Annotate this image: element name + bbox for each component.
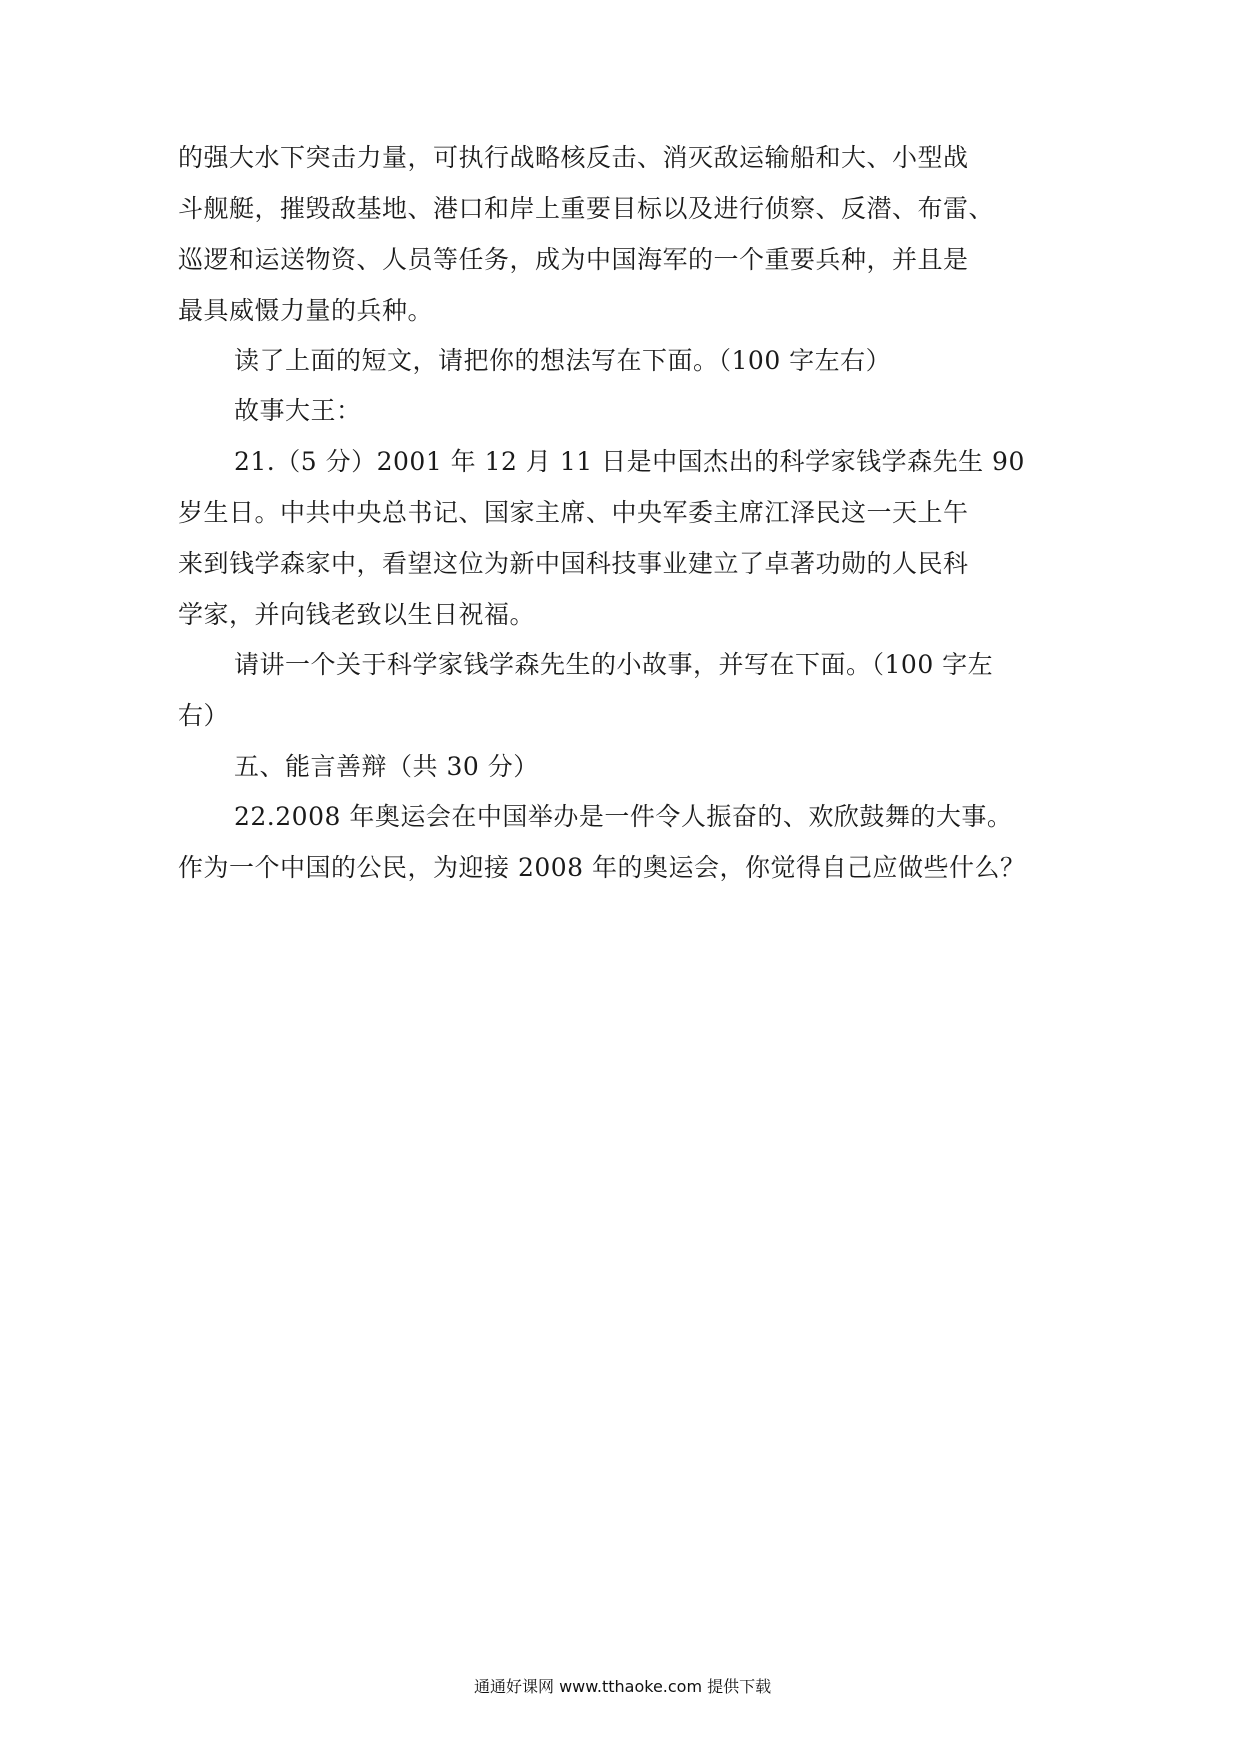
text-line-11: 请讲一个关于科学家钱学森先生的小故事，并写在下面。（100 字左 [234, 650, 994, 679]
text-line-15: 作为一个中国的公民，为迎接 2008 年的奥运会，你觉得自己应做些什么？ [178, 853, 1026, 882]
text-line-9: 来到钱学森家中，看望这位为新中国科技事业建立了卓著功勋的人民科 [178, 549, 969, 578]
text-line-10: 学家，并向钱老致以生日祝福。 [178, 600, 536, 629]
text-line-8: 岁生日。中共中央总书记、国家主席、中央军委主席江泽民这一天上午 [178, 498, 969, 527]
text-line-14: 22.2008 年奥运会在中国举办是一件令人振奋的、欢欣鼓舞的大事。 [234, 802, 1013, 831]
text-line-6: 故事大王： [234, 396, 362, 425]
text-line-4: 最具威慑力量的兵种。 [178, 296, 434, 325]
text-line-7: 21.（5 分）2001 年 12 月 11 日是中国杰出的科学家钱学森先生 90 [234, 447, 1025, 476]
text-line-3: 巡逻和运送物资、人员等任务，成为中国海军的一个重要兵种，并且是 [178, 245, 969, 274]
page-footer: 通通好课网 www.tthaoke.com 提供下载 [474, 1677, 772, 1696]
text-line-2: 斗舰艇，摧毁敌基地、港口和岸上重要目标以及进行侦察、反潜、布雷、 [178, 194, 995, 223]
text-line-1: 的强大水下突击力量，可执行战略核反击、消灭敌运输船和大、小型战 [178, 143, 969, 172]
text-line-5: 读了上面的短文，请把你的想法写在下面。（100 字左右） [234, 346, 892, 375]
text-line-12: 右） [178, 701, 230, 730]
text-line-13: 五、能言善辩（共 30 分） [234, 752, 539, 781]
